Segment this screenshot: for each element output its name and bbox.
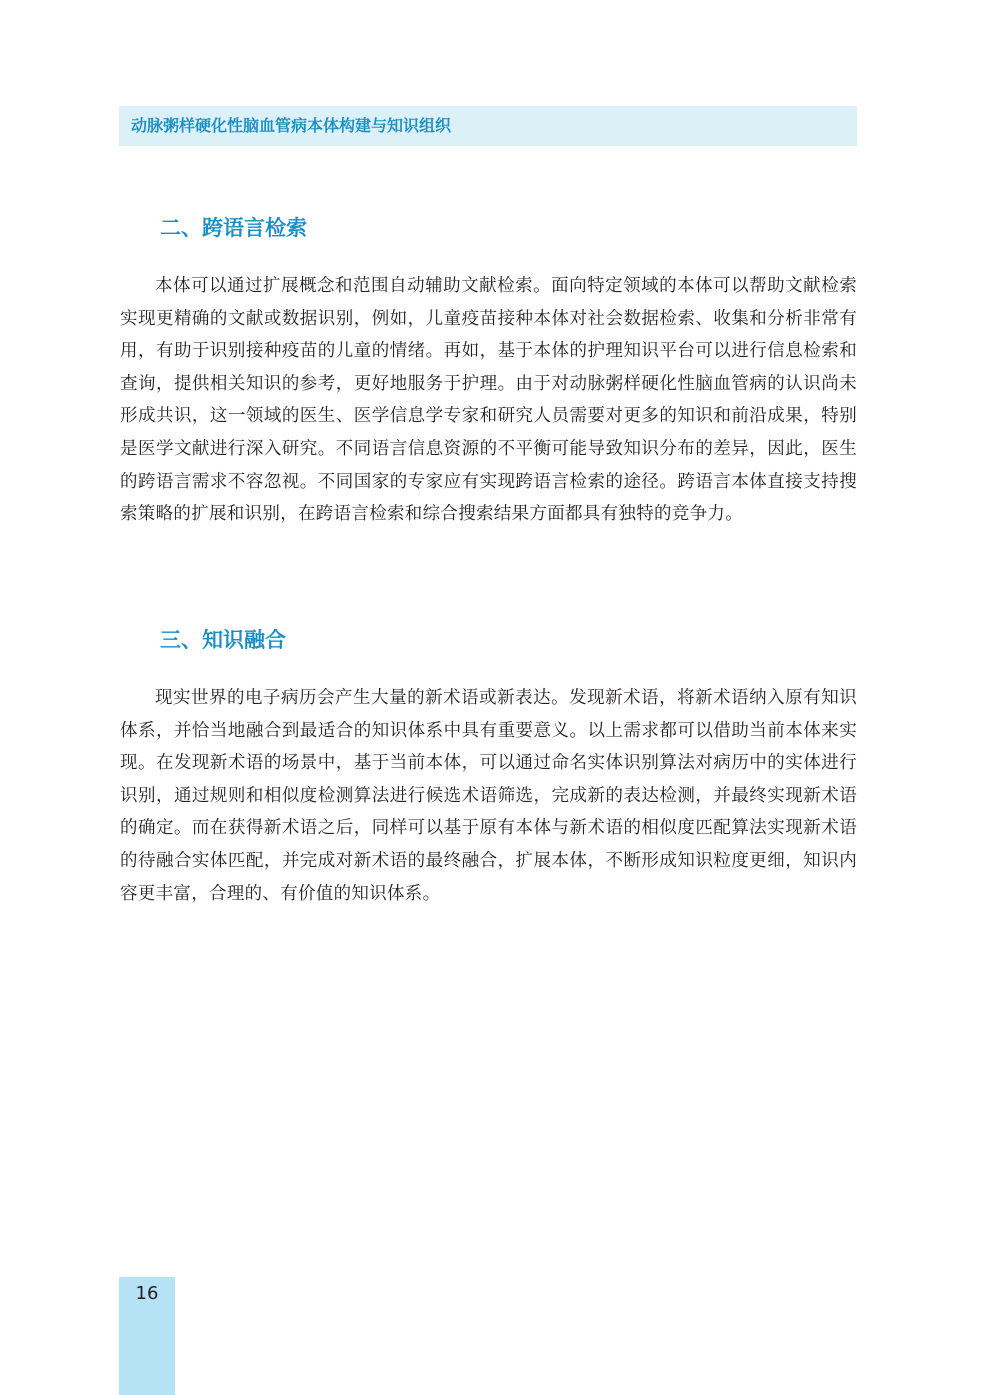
running-header	[119, 106, 857, 146]
page-number: 16	[135, 1283, 159, 1304]
section-paragraph-cross-language-retrieval: 本体可以通过扩展概念和范围自动辅助文献检索。面向特定领域的本体可以帮助文献检索实现更精确的文献或数据识别，例如，儿童疫苗接种本体对社会数据检索、收集和分析非常有用，有助于识别接种疫苗的儿童的情绪。再如，基于本体的护理知识平台可以进行信息检索和查询，提供相关知识的参考，更好地服务于护理。由于对动脉粥样硬化性脑血管病的认识尚未形成共识，这一领域的医生、医学信息学专家和研究人员需要对更多的知识和前沿成果，特别是医学文献进行深入研究。不同语言信息资源的不平衡可能导致知识分布的差异，因此，医生的跨语言需求不容忽视。不同国家的专家应有实现跨语言检索的途径。跨语言本体直接支持搜索策略的扩展和识别，在跨语言检索和综合搜索结果方面都具有独特的竞争力。	[120, 276, 857, 525]
section-heading-knowledge-fusion: 三、知识融合	[160, 628, 286, 652]
section-heading-cross-language-retrieval: 二、跨语言检索	[160, 216, 307, 240]
section-paragraph-knowledge-fusion: 现实世界的电子病历会产生大量的新术语或新表达。发现新术语，将新术语纳入原有知识体系，并恰当地融合到最适合的知识体系中具有重要意义。以上需求都可以借助当前本体来实现。在发现新术语的场景中，基于当前本体，可以通过命名实体识别算法对病历中的实体进行识别，通过规则和相似度检测算法进行候选术语筛选，完成新的表达检测，并最终实现新术语的确定。而在获得新术语之后，同样可以基于原有本体与新术语的相似度匹配算法实现新术语的待融合实体匹配，并完成对新术语的最终融合，扩展本体，不断形成知识粒度更细，知识内容更丰富，合理的、有价值的知识体系。	[120, 688, 857, 904]
running-header-title: 动脉粥样硬化性脑血管病本体构建与知识组织	[131, 116, 452, 135]
page-number-tab	[119, 1277, 175, 1395]
